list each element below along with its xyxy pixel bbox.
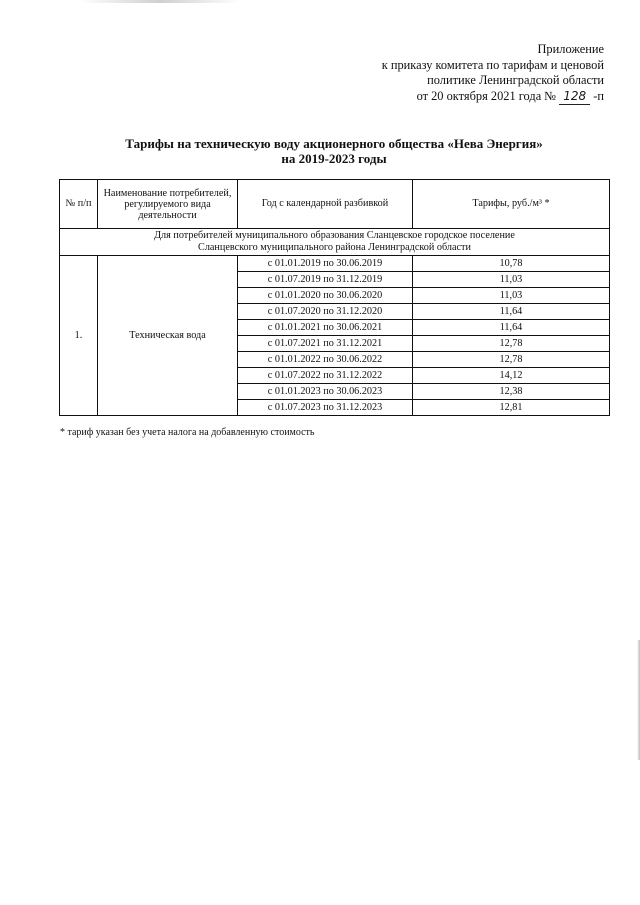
tariff-cell: 12,78 (413, 336, 610, 352)
title-line-2: на 2019-2023 годы (281, 151, 387, 166)
appendix-line: к приказу комитета по тарифам и ценовой (381, 57, 604, 72)
tariff-cell: 12,81 (413, 400, 610, 416)
period-cell: с 01.07.2020 по 31.12.2020 (238, 304, 413, 320)
title-line-1: Тарифы на техническую воду акционерного общества «Нева Энергия» (125, 136, 543, 151)
scan-artifact-top (80, 0, 240, 3)
tariff-cell: 14,12 (413, 368, 610, 384)
order-number: 128 (559, 89, 590, 106)
tariff-cell: 12,78 (413, 352, 610, 368)
column-header-number: № п/п (60, 180, 98, 229)
appendix-line: Приложение (537, 42, 604, 56)
order-date-line (324, 89, 604, 106)
period-cell: с 01.01.2021 по 30.06.2021 (238, 320, 413, 336)
column-header-period: Год с календарной разбивкой (238, 180, 413, 229)
period-cell: с 01.01.2020 по 30.06.2020 (238, 288, 413, 304)
period-cell: с 01.07.2022 по 31.12.2022 (238, 368, 413, 384)
section-row (60, 229, 610, 256)
row-name: Техническая вода (98, 256, 238, 416)
tariff-cell: 11,64 (413, 320, 610, 336)
appendix-line: политике Ленинградской области (427, 73, 604, 87)
tariff-cell: 11,64 (413, 304, 610, 320)
footnote: * тариф указан без учета налога на добавленную стоимость (60, 427, 315, 438)
table-header-row (60, 180, 610, 229)
period-cell: с 01.01.2023 по 30.06.2023 (238, 384, 413, 400)
tariff-cell: 10,78 (413, 256, 610, 272)
period-cell: с 01.07.2019 по 31.12.2019 (238, 272, 413, 288)
tariff-cell: 11,03 (413, 272, 610, 288)
column-header-names: Наименование потребителей, регулируемого вида деятельности (98, 180, 238, 229)
document-title (60, 136, 608, 166)
section-caption (60, 229, 610, 256)
section-caption-line-2: Сланцевского муниципального района Ленинградской области (198, 242, 471, 253)
tariff-cell: 12,38 (413, 384, 610, 400)
period-cell: с 01.01.2022 по 30.06.2022 (238, 352, 413, 368)
period-cell: с 01.07.2023 по 31.12.2023 (238, 400, 413, 416)
period-cell: с 01.07.2021 по 31.12.2021 (238, 336, 413, 352)
period-cell: с 01.01.2019 по 30.06.2019 (238, 256, 413, 272)
column-header-tariff: Тарифы, руб./м³ * (413, 180, 610, 229)
table-row (60, 256, 610, 272)
tariff-cell: 11,03 (413, 288, 610, 304)
appendix-header (324, 42, 604, 105)
order-suffix: -п (593, 88, 604, 103)
tariff-table (59, 179, 610, 416)
order-date-prefix: от 20 октября 2021 года № (416, 88, 557, 103)
section-caption-line-1: Для потребителей муниципального образования Сланцевское городское поселение (154, 230, 515, 241)
row-number: 1. (60, 256, 98, 416)
